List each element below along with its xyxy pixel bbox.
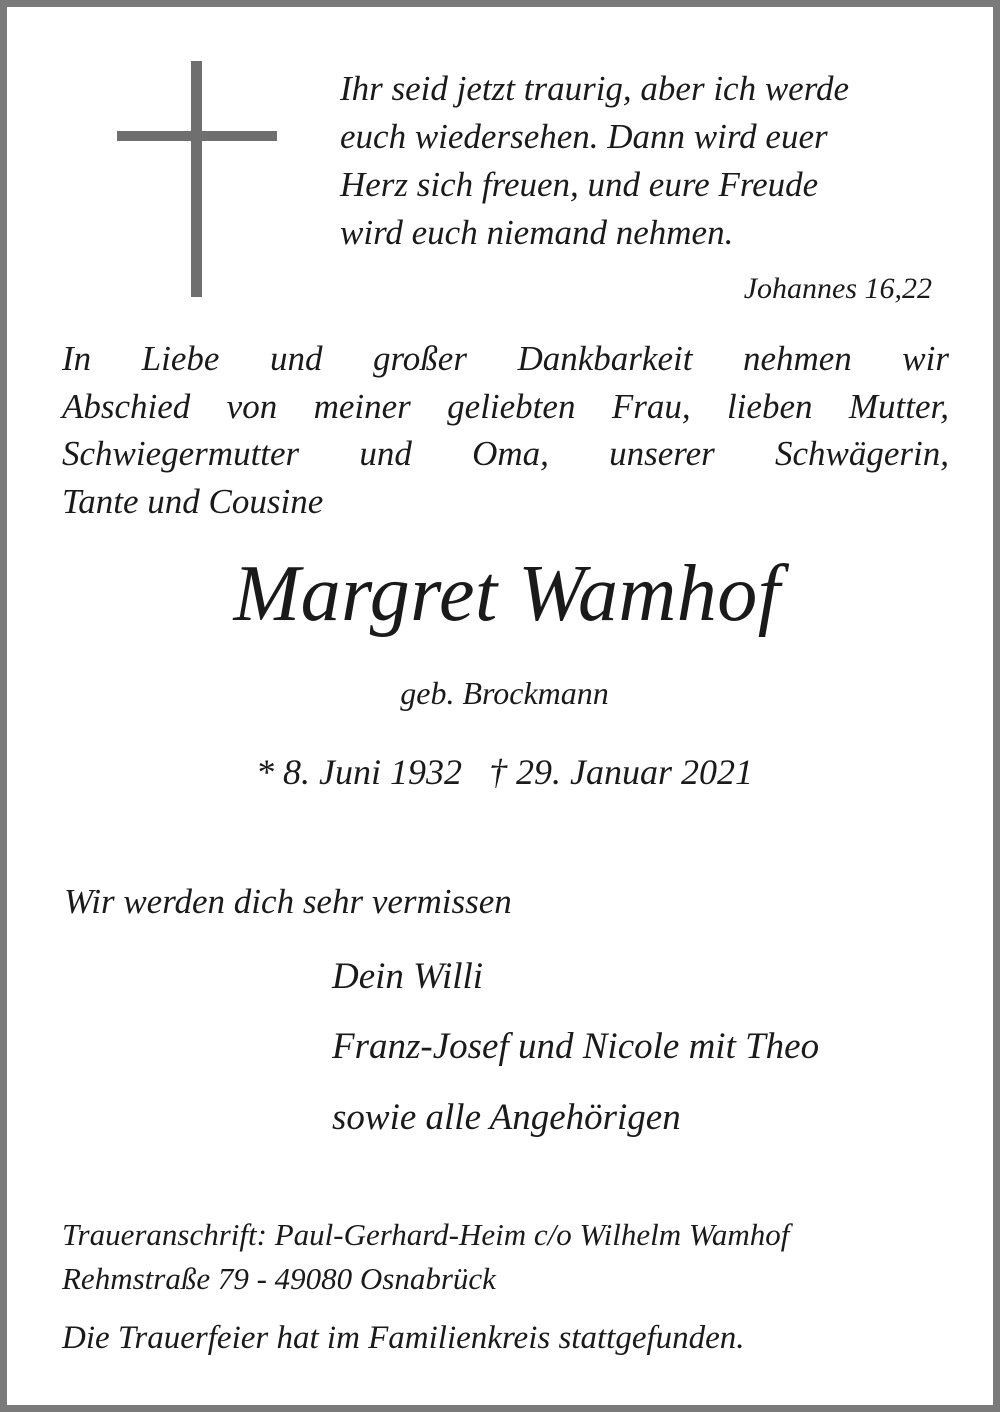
cross-icon-bar [117,131,277,141]
verse-line: Ihr seid jetzt traurig, aber ich werde [340,69,850,108]
signatory: sowie alle Angehörigen [332,1097,681,1138]
verse-reference: Johannes 16,22 [743,272,932,305]
intro-line: Tante und Cousine [62,481,324,521]
death-date: † 29. Januar 2021 [488,752,753,792]
verse-line: wird euch niemand nehmen. [340,213,734,252]
verse-line: euch wiedersehen. Dann wird euer [340,117,828,156]
signatory: Franz-Josef und Nicole mit Theo [332,1026,820,1067]
signatory: Dein Willi [332,956,484,997]
maiden-name: geb. Brockmann [400,675,609,711]
birth-date: * 8. Juni 1932 [256,752,462,792]
mourning-address [62,1213,962,1301]
ceremony-note: Die Trauerfeier hat im Familienkreis stattgefunden. [62,1320,745,1356]
life-dates [7,747,1000,797]
intro-line: Schwiegermutter und Oma, unserer Schwägerin, [62,434,949,473]
address-line-2: Rehmstraße 79 - 49080 Osnabrück [62,1261,496,1296]
bible-verse [340,65,980,257]
deceased-name: Margret Wamhof [233,550,781,638]
verse-line: Herz sich freuen, und eure Freude [340,165,819,204]
intro-line: In Liebe und großer Dankbarkeit nehmen wir [62,339,949,378]
address-line-1: Traueranschrift: Paul-Gerhard-Heim c/o Wilhelm Wamhof [62,1217,790,1252]
intro-line: Abschied von meiner geliebten Frau, lieben Mutter, [62,386,949,426]
cross-icon [191,61,202,297]
intro-text [62,335,949,525]
farewell-line: Wir werden dich sehr vermissen [64,882,512,921]
